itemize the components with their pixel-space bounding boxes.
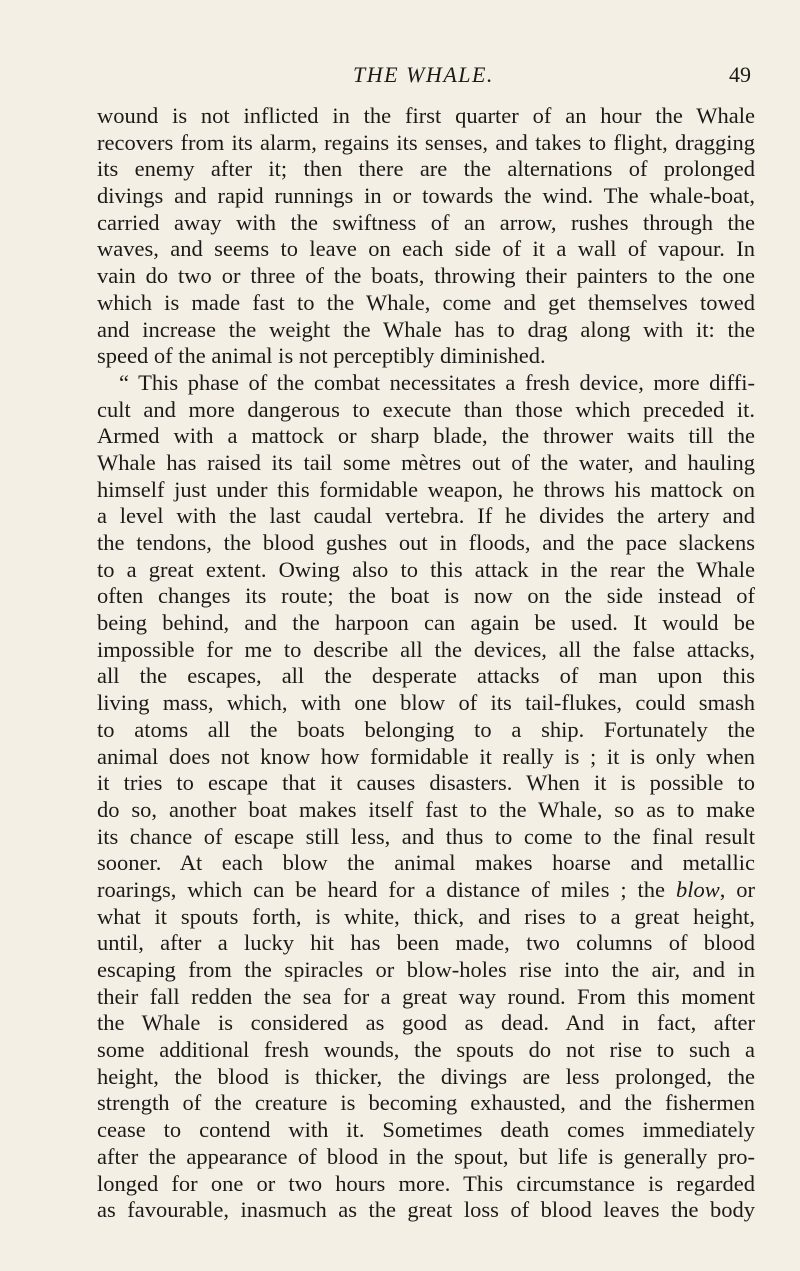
text-line: until, after a lucky hit has been made, two columns of blood xyxy=(97,930,755,956)
page-number: 49 xyxy=(729,62,751,87)
text-line: to a great extent. Owing also to this attack in the rear the Whale xyxy=(97,556,755,582)
text-line: recovers from its alarm, regains its senses, and takes to flight, dragging xyxy=(97,129,755,155)
italic-term-blow: blow xyxy=(675,876,720,902)
text-line: some additional fresh wounds, the spouts do not rise to such a xyxy=(97,1037,755,1063)
text-line: it tries to escape that it causes disasters. When it is possible to xyxy=(97,770,755,796)
text-line: vain do two or three of the boats, throwing their painters to the one xyxy=(97,263,755,289)
text-line: after the appearance of blood in the spout, but life is generally pro- xyxy=(97,1143,755,1169)
text-line: impossible for me to describe all the devices, all the false attacks, xyxy=(97,636,755,662)
text-line: as favourable, inasmuch as the great loss of blood leaves the body xyxy=(97,1197,755,1223)
text-line: sooner. At each blow the animal makes hoarse and metallic xyxy=(97,850,755,876)
body-text xyxy=(97,103,755,1224)
text-line: being behind, and the harpoon can again be used. It would be xyxy=(97,610,755,636)
text-line: himself just under this formidable weapon, he throws his mattock on xyxy=(97,476,755,502)
text-line: escaping from the spiracles or blow-holes rise into the air, and in xyxy=(97,957,755,982)
text-line: their fall redden the sea for a great way round. From this moment xyxy=(97,983,755,1009)
text-line: carried away with the swiftness of an arrow, rushes through the xyxy=(97,209,755,235)
text-line: “ This phase of the combat necessitates a fresh device, more diffi- xyxy=(119,369,755,395)
text-line: divings and rapid runnings in or towards the wind. The whale-boat, xyxy=(97,183,755,209)
text-line: and increase the weight the Whale has to drag along with it: the xyxy=(97,316,755,342)
text-line: do so, another boat makes itself fast to the Whale, so as to make xyxy=(97,796,755,822)
text-line: its enemy after it; then there are the alternations of prolonged xyxy=(97,156,755,182)
running-title: THE WHALE. xyxy=(353,62,494,87)
text-line: all the escapes, all the desperate attacks of man upon this xyxy=(97,663,755,689)
text-line: the Whale is considered as good as dead. And in fact, after xyxy=(97,1010,755,1036)
text-segment: roarings, which can be heard for a distance of miles ; the xyxy=(97,876,676,902)
text-line: the tendons, the blood gushes out in floods, and the pace slackens xyxy=(97,530,755,555)
text-line-blow xyxy=(97,877,755,904)
text-line: which is made fast to the Whale, come and get themselves towed xyxy=(97,289,755,315)
text-line: height, the blood is thicker, the divings are less prolonged, the xyxy=(97,1063,755,1089)
page-header xyxy=(96,62,751,96)
text-line: waves, and seems to leave on each side of it a wall of vapour. In xyxy=(97,236,755,262)
text-line: strength of the creature is becoming exhausted, and the fishermen xyxy=(97,1090,755,1116)
text-line: living mass, which, with one blow of its tail-flukes, could smash xyxy=(97,690,755,716)
text-line: animal does not know how formidable it really is ; it is only when xyxy=(97,743,755,769)
text-line: to atoms all the boats belonging to a ship. Fortunately the xyxy=(97,716,755,742)
text-line: its chance of escape still less, and thus to come to the final result xyxy=(97,823,755,849)
text-line: wound is not inflicted in the first quarter of an hour the Whale xyxy=(97,103,755,128)
text-line: often changes its route; the boat is now on the side instead of xyxy=(97,583,755,609)
text-line: cease to contend with it. Sometimes death comes immediately xyxy=(97,1117,755,1143)
text-line: a level with the last caudal vertebra. If he divides the artery and xyxy=(97,503,755,529)
text-line: speed of the animal is not perceptibly diminished. xyxy=(97,343,546,369)
text-line: Armed with a mattock or sharp blade, the thrower waits till the xyxy=(97,423,755,449)
text-line: longed for one or two hours more. This circumstance is regarded xyxy=(97,1170,755,1196)
text-segment: , or xyxy=(719,876,756,902)
text-line: cult and more dangerous to execute than those which preceded it. xyxy=(97,396,755,422)
text-line: Whale has raised its tail some mètres out of the water, and hauling xyxy=(97,449,755,475)
text-line: what it spouts forth, is white, thick, and rises to a great height, xyxy=(97,903,755,929)
